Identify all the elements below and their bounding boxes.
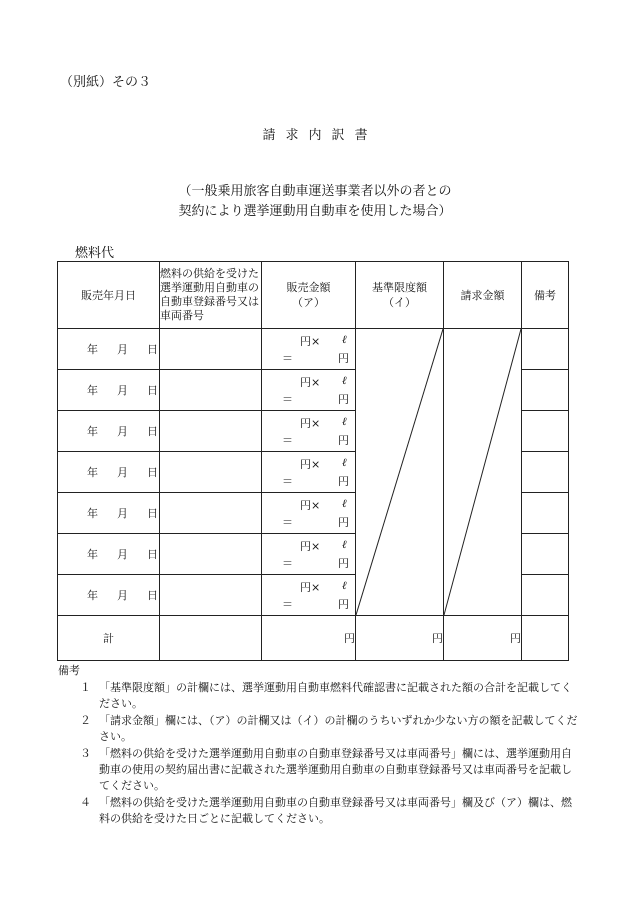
diagonal-strike	[444, 329, 521, 615]
vehicle-cell[interactable]	[160, 452, 262, 493]
month-label: 月	[117, 343, 129, 356]
liter-label: ℓ	[342, 579, 347, 592]
yen-label: 円	[338, 434, 349, 447]
header-limit-label: 基準限度額	[372, 281, 427, 294]
vehicle-cell[interactable]	[160, 329, 262, 370]
liter-label: ℓ	[342, 415, 347, 428]
note-number: １	[80, 681, 91, 694]
day-label: 日	[147, 425, 159, 438]
year-label: 年	[87, 466, 99, 479]
header-limit-sub: （イ）	[383, 296, 416, 309]
month-label: 月	[117, 507, 129, 520]
date-cell[interactable]	[58, 534, 160, 575]
year-label: 年	[87, 548, 99, 561]
header-sales-amount	[262, 262, 356, 329]
unit-price-label: 円×	[300, 581, 321, 594]
year-label: 年	[87, 343, 99, 356]
subtitle-line-2: 契約により選挙運動用自動車を使用した場合）	[178, 204, 452, 219]
total-sales-amount-cell[interactable]: 円	[262, 616, 356, 661]
month-label: 月	[117, 384, 129, 397]
note-text: 「燃料の供給を受けた選挙運動用自動車の自動車登録番号又は車両番号」欄及び（ア）欄は、燃料の供給を受けた日ごとに記載してください。	[99, 796, 572, 825]
sales-amount-cell[interactable]	[262, 370, 356, 411]
unit-price-label: 円×	[300, 417, 321, 430]
claim-diagonal-cell	[444, 329, 522, 616]
header-claim: 請求金額	[444, 262, 522, 329]
total-limit-cell[interactable]: 円	[356, 616, 444, 661]
total-row	[58, 616, 569, 661]
month-label: 月	[117, 466, 129, 479]
vehicle-cell[interactable]	[160, 370, 262, 411]
date-cell[interactable]	[58, 575, 160, 616]
page-subtitle	[0, 182, 630, 222]
date-cell[interactable]	[58, 493, 160, 534]
notes-heading: 備考	[58, 664, 80, 677]
total-remarks-cell[interactable]	[522, 616, 569, 661]
yen-label: 円	[338, 557, 349, 570]
date-cell[interactable]	[58, 452, 160, 493]
sales-amount-cell[interactable]	[262, 329, 356, 370]
total-claim-cell[interactable]: 円	[444, 616, 522, 661]
yen-label: 円	[338, 393, 349, 406]
equals-label: ＝	[282, 516, 293, 529]
day-label: 日	[147, 548, 159, 561]
remarks-cell[interactable]	[522, 534, 569, 575]
section-label: 燃料代	[75, 246, 115, 261]
sales-amount-cell[interactable]	[262, 534, 356, 575]
liter-label: ℓ	[342, 497, 347, 510]
note-number: ４	[80, 796, 91, 809]
remarks-cell[interactable]	[522, 411, 569, 452]
date-cell[interactable]	[58, 411, 160, 452]
sales-amount-cell[interactable]	[262, 575, 356, 616]
unit-price-label: 円×	[300, 458, 321, 471]
unit-price-label: 円×	[300, 335, 321, 348]
header-remarks: 備考	[522, 262, 569, 329]
yen-label: 円	[338, 475, 349, 488]
total-label: 計	[58, 616, 160, 661]
remarks-cell[interactable]	[522, 452, 569, 493]
fuel-cost-table	[57, 261, 569, 661]
remarks-cell[interactable]	[522, 493, 569, 534]
header-sales-amount-sub: （ア）	[292, 296, 325, 309]
equals-label: ＝	[282, 475, 293, 488]
equals-label: ＝	[282, 352, 293, 365]
remarks-cell[interactable]	[522, 329, 569, 370]
vehicle-cell[interactable]	[160, 411, 262, 452]
year-label: 年	[87, 507, 99, 520]
remarks-cell[interactable]	[522, 575, 569, 616]
form-number: （別紙）その３	[60, 75, 152, 90]
unit-price-label: 円×	[300, 540, 321, 553]
note-text: 「請求金額」欄には、（ア）の計欄又は（イ）の計欄のうちいずれか少ない方の額を記載してください。	[99, 714, 578, 743]
note-text: 「燃料の供給を受けた選挙運動用自動車の自動車登録番号又は車両番号」欄には、選挙運動用自動車の使用の契約届出書に記載された選挙運動用自動車の自動車登録番号又は車両番号を記載してください。	[99, 747, 572, 792]
month-label: 月	[117, 548, 129, 561]
day-label: 日	[147, 507, 159, 520]
limit-diagonal-cell	[356, 329, 444, 616]
unit-price-label: 円×	[300, 376, 321, 389]
total-vehicle-cell	[160, 616, 262, 661]
sales-amount-cell[interactable]	[262, 411, 356, 452]
header-date: 販売年月日	[58, 262, 160, 329]
equals-label: ＝	[282, 598, 293, 611]
equals-label: ＝	[282, 557, 293, 570]
vehicle-cell[interactable]	[160, 493, 262, 534]
remarks-cell[interactable]	[522, 370, 569, 411]
vehicle-cell[interactable]	[160, 575, 262, 616]
header-limit	[356, 262, 444, 329]
month-label: 月	[117, 589, 129, 602]
year-label: 年	[87, 384, 99, 397]
header-sales-amount-label: 販売金額	[286, 281, 331, 294]
equals-label: ＝	[282, 434, 293, 447]
diagonal-strike	[356, 329, 443, 615]
day-label: 日	[147, 589, 159, 602]
liter-label: ℓ	[342, 538, 347, 551]
date-cell[interactable]	[58, 370, 160, 411]
liter-label: ℓ	[342, 374, 347, 387]
yen-label: 円	[338, 598, 349, 611]
note-number: ２	[80, 714, 91, 727]
subtitle-line-1: （一般乗用旅客自動車運送事業者以外の者との	[178, 184, 452, 199]
month-label: 月	[117, 425, 129, 438]
year-label: 年	[87, 425, 99, 438]
header-vehicle: 燃料の供給を受けた選挙運動用自動車の自動車登録番号又は車両番号	[160, 262, 262, 329]
liter-label: ℓ	[342, 333, 347, 346]
unit-price-label: 円×	[300, 499, 321, 512]
vehicle-cell[interactable]	[160, 534, 262, 575]
table-row	[58, 329, 569, 370]
liter-label: ℓ	[342, 456, 347, 469]
note-number: ３	[80, 747, 91, 760]
day-label: 日	[147, 466, 159, 479]
yen-label: 円	[338, 352, 349, 365]
yen-label: 円	[338, 516, 349, 529]
year-label: 年	[87, 589, 99, 602]
sales-amount-cell[interactable]	[262, 452, 356, 493]
note-text: 「基準限度額」の計欄には、選挙運動用自動車燃料代確認書に記載された額の合計を記載してください。	[99, 681, 572, 710]
date-cell[interactable]	[58, 329, 160, 370]
day-label: 日	[147, 384, 159, 397]
page-title: 請求内訳書	[262, 128, 378, 143]
sales-amount-cell[interactable]	[262, 493, 356, 534]
equals-label: ＝	[282, 393, 293, 406]
day-label: 日	[147, 343, 159, 356]
